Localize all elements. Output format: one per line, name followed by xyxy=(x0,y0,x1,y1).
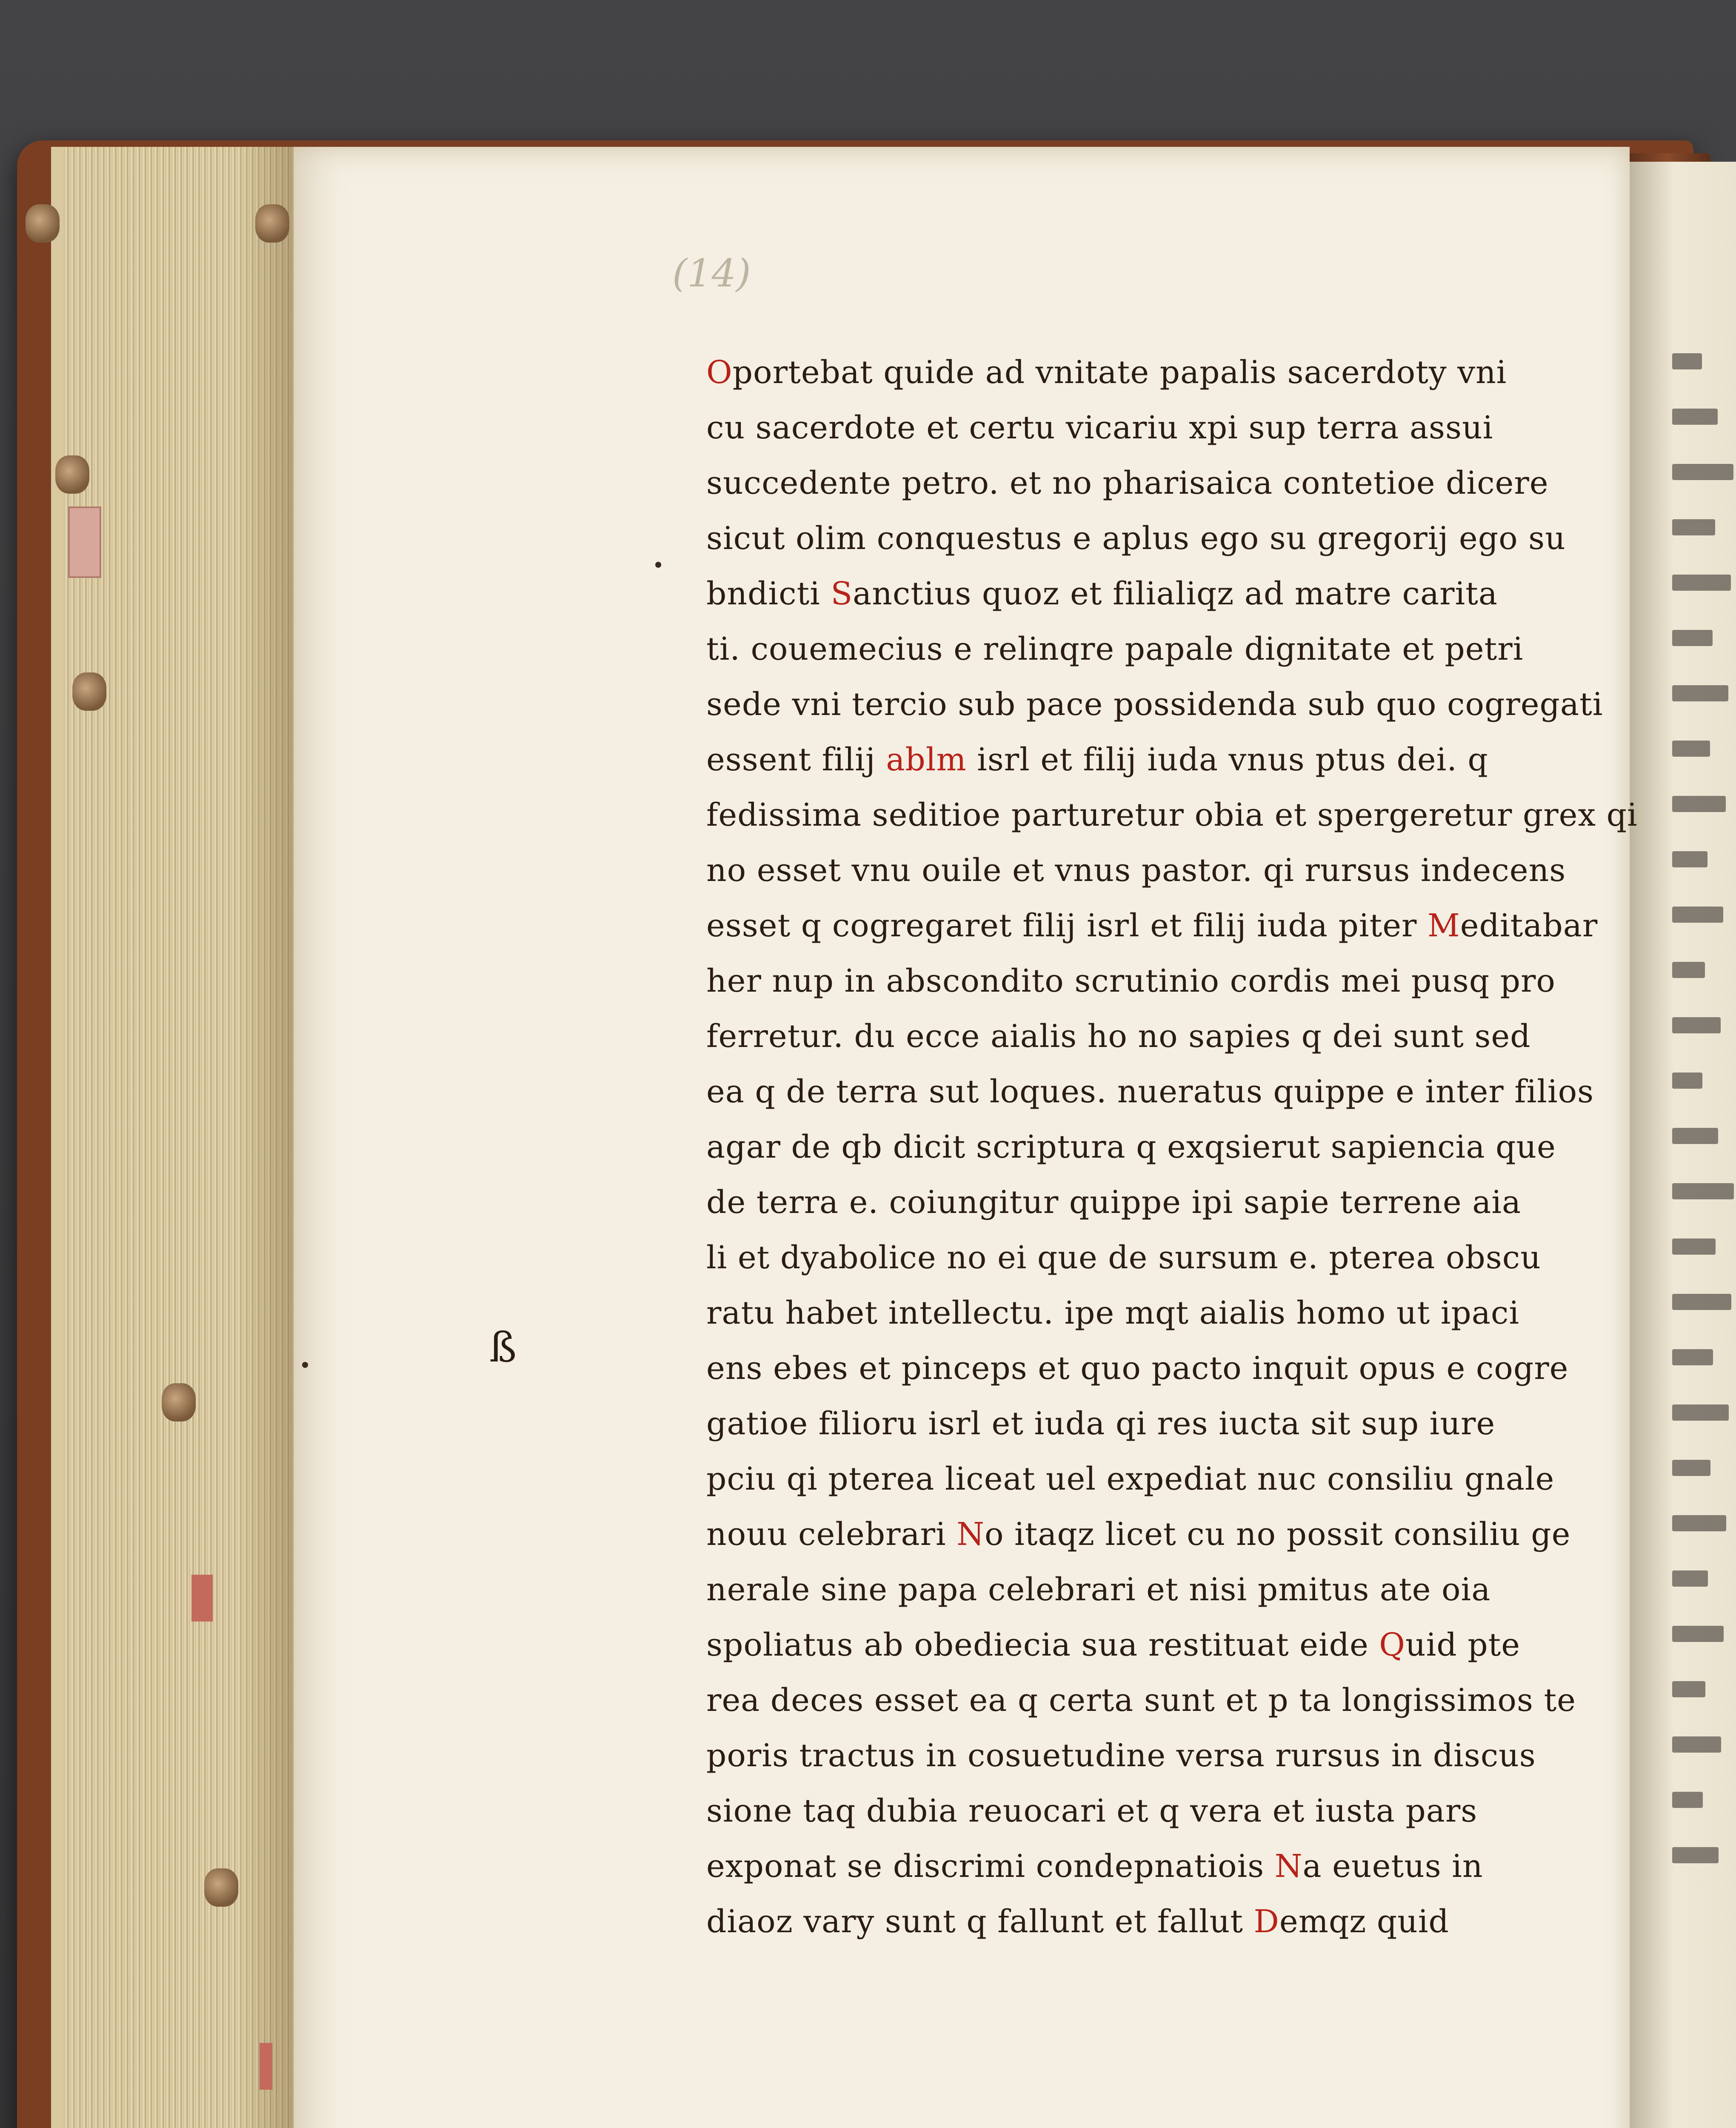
text-run: ti. couemecius e relinqre papale dignitate et petri xyxy=(706,631,1524,667)
text-run: ea q de terra sut loques. nueratus quippe e inter filios xyxy=(706,1073,1594,1110)
recto-text-line xyxy=(1672,1847,1719,1863)
text-run: portebat quide ad vnitate papalis sacerdoty vni xyxy=(732,354,1507,391)
recto-text-line xyxy=(1672,1349,1713,1365)
manuscript-line xyxy=(706,455,1591,511)
manuscript-line xyxy=(706,1230,1591,1285)
manuscript-line xyxy=(706,1507,1591,1562)
text-run: fedissima seditioe parturetur obia et spergeretur grex qi xyxy=(706,797,1638,833)
text-run: essent filij xyxy=(706,741,886,778)
manuscript-line xyxy=(706,1728,1591,1783)
recto-text-line xyxy=(1672,409,1718,425)
binding-tack xyxy=(72,672,106,711)
text-run: anctius quoz et filialiqz ad matre carita xyxy=(853,575,1498,612)
manuscript-line xyxy=(706,677,1603,732)
recto-text-line xyxy=(1672,1570,1708,1587)
text-run: cu sacerdote et certu vicariu xpi sup terra assui xyxy=(706,409,1493,446)
marginal-mark: ß xyxy=(489,1324,517,1371)
rubricated-initial: N xyxy=(1274,1848,1303,1885)
ink-dot xyxy=(655,562,661,568)
binding-tack xyxy=(204,1868,238,1907)
text-run: nouu celebrari xyxy=(706,1516,957,1553)
manuscript-line xyxy=(706,566,1591,621)
text-run: sede vni tercio sub pace possidenda sub quo cogregati xyxy=(706,686,1603,723)
recto-text-line xyxy=(1672,796,1726,812)
manuscript-line xyxy=(706,1285,1591,1341)
manuscript-line xyxy=(706,1009,1591,1064)
pencil-folio-number: (14) xyxy=(672,251,751,296)
text-run: ferretur. du ecce aialis ho no sapies q dei sunt sed xyxy=(706,1018,1531,1055)
manuscript-line xyxy=(706,1119,1591,1175)
recto-text-line xyxy=(1672,907,1723,923)
manuscript-line xyxy=(706,511,1591,566)
recto-text-line xyxy=(1672,1792,1703,1808)
manuscript-line xyxy=(706,621,1591,677)
recto-text-line xyxy=(1672,1515,1726,1531)
text-run: emqz quid xyxy=(1279,1903,1449,1940)
text-run: ratu habet intellectu. ipe mqt aialis homo ut ipaci xyxy=(706,1295,1520,1331)
rubricated-initial: D xyxy=(1253,1903,1279,1940)
recto-text-line xyxy=(1672,851,1707,867)
gutter-shadow xyxy=(238,147,302,2128)
recto-text-line xyxy=(1672,685,1728,701)
binding-tack xyxy=(55,455,89,494)
rubricated-initial: ablm xyxy=(886,741,967,778)
text-run: uid pte xyxy=(1405,1627,1521,1663)
ink-dot xyxy=(302,1362,308,1368)
recto-text-line xyxy=(1672,962,1705,978)
rubricated-initial: S xyxy=(831,575,853,612)
text-run: bndicti xyxy=(706,575,831,612)
manuscript-line xyxy=(706,400,1591,455)
text-run: her nup in abscondito scrutinio cordis mei pusq pro xyxy=(706,963,1556,999)
recto-text-line xyxy=(1672,1626,1724,1642)
manuscript-line xyxy=(706,1617,1591,1673)
recto-page-edge xyxy=(1630,162,1736,2128)
text-run: o itaqz licet cu no possit consiliu ge xyxy=(984,1516,1571,1553)
recto-text-line xyxy=(1672,464,1733,480)
manuscript-line xyxy=(706,843,1591,898)
manuscript-line xyxy=(706,1894,1591,1949)
manuscript-line xyxy=(706,345,1591,400)
text-run: esset q cogregaret filij isrl et filij iuda piter xyxy=(706,907,1428,944)
rubricated-initial: N xyxy=(957,1516,985,1553)
recto-text-line xyxy=(1672,353,1702,369)
recto-text-line xyxy=(1672,575,1731,591)
recto-text-line xyxy=(1672,1294,1731,1310)
manuscript-line xyxy=(706,1064,1594,1119)
recto-text-line xyxy=(1672,1128,1718,1144)
text-run: pciu qi pterea liceat uel expediat nuc consiliu gnale xyxy=(706,1461,1555,1497)
binding-tack xyxy=(162,1383,196,1422)
text-run: rea deces esset ea q certa sunt et p ta longissimos te xyxy=(706,1682,1576,1719)
text-run: agar de qb dicit scriptura q exqsierut sapiencia que xyxy=(706,1129,1556,1165)
parchment-tab xyxy=(68,506,101,578)
text-run: diaoz vary sunt q fallunt et fallut xyxy=(706,1903,1254,1940)
text-run: de terra e. coiungitur quippe ipi sapie terrene aia xyxy=(706,1184,1522,1221)
manuscript-line xyxy=(706,732,1591,787)
manuscript-line xyxy=(706,1175,1591,1230)
text-run: spoliatus ab obediecia sua restituat eide xyxy=(706,1627,1379,1663)
manuscript-line xyxy=(706,953,1591,1009)
text-run: no esset vnu ouile et vnus pastor. qi rursus indecens xyxy=(706,852,1566,889)
red-index-tab xyxy=(260,2043,272,2090)
text-run: gatioe filioru isrl et iuda qi res iucta sit sup iure xyxy=(706,1405,1496,1442)
text-run: exponat se discrimi condepnatiois xyxy=(706,1848,1275,1885)
recto-text-line xyxy=(1672,1460,1710,1476)
rubricated-initial: Q xyxy=(1379,1627,1405,1663)
recto-text-line xyxy=(1672,1736,1721,1753)
manuscript-line xyxy=(706,898,1598,953)
recto-text-line xyxy=(1672,741,1710,757)
rubricated-initial: O xyxy=(706,354,733,391)
red-index-tab xyxy=(191,1575,213,1622)
recto-text-line xyxy=(1672,1183,1734,1199)
text-run: li et dyabolice no ei que de sursum e. pterea obscu xyxy=(706,1239,1541,1276)
recto-text-line xyxy=(1672,1681,1705,1697)
text-run: nerale sine papa celebrari et nisi pmitus ate oia xyxy=(706,1571,1491,1608)
text-run: sione taq dubia reuocari et q vera et iusta pars xyxy=(706,1793,1478,1829)
manuscript-line xyxy=(706,1341,1591,1396)
recto-text-line xyxy=(1672,1238,1716,1255)
text-run: succedente petro. et no pharisaica contetioe dicere xyxy=(706,465,1549,501)
manuscript-text-block xyxy=(706,345,1638,1949)
text-run: editabar xyxy=(1460,907,1598,944)
recto-text-line xyxy=(1672,1404,1729,1421)
recto-text-line xyxy=(1672,630,1713,646)
recto-text-line xyxy=(1672,519,1715,535)
rubricated-initial: M xyxy=(1427,907,1460,944)
text-run: a euetus in xyxy=(1302,1848,1483,1885)
manuscript-line xyxy=(706,1673,1591,1728)
text-run: ens ebes et pinceps et quo pacto inquit opus e cogre xyxy=(706,1350,1569,1387)
binding-tack xyxy=(26,204,60,243)
text-run: isrl et filij iuda vnus ptus dei. q xyxy=(966,741,1488,778)
manuscript-line xyxy=(706,1783,1591,1839)
recto-text-line xyxy=(1672,1017,1721,1033)
binding-tack xyxy=(255,204,289,243)
manuscript-line xyxy=(706,1562,1591,1617)
manuscript-line xyxy=(706,1396,1591,1451)
manuscript-line xyxy=(706,1839,1591,1894)
manuscript-line xyxy=(706,1451,1591,1507)
text-run: poris tractus in cosuetudine versa rursus in discus xyxy=(706,1737,1536,1774)
recto-text-line xyxy=(1672,1073,1702,1089)
manuscript-line xyxy=(706,787,1638,843)
text-run: sicut olim conquestus e aplus ego su gregorij ego su xyxy=(706,520,1566,557)
